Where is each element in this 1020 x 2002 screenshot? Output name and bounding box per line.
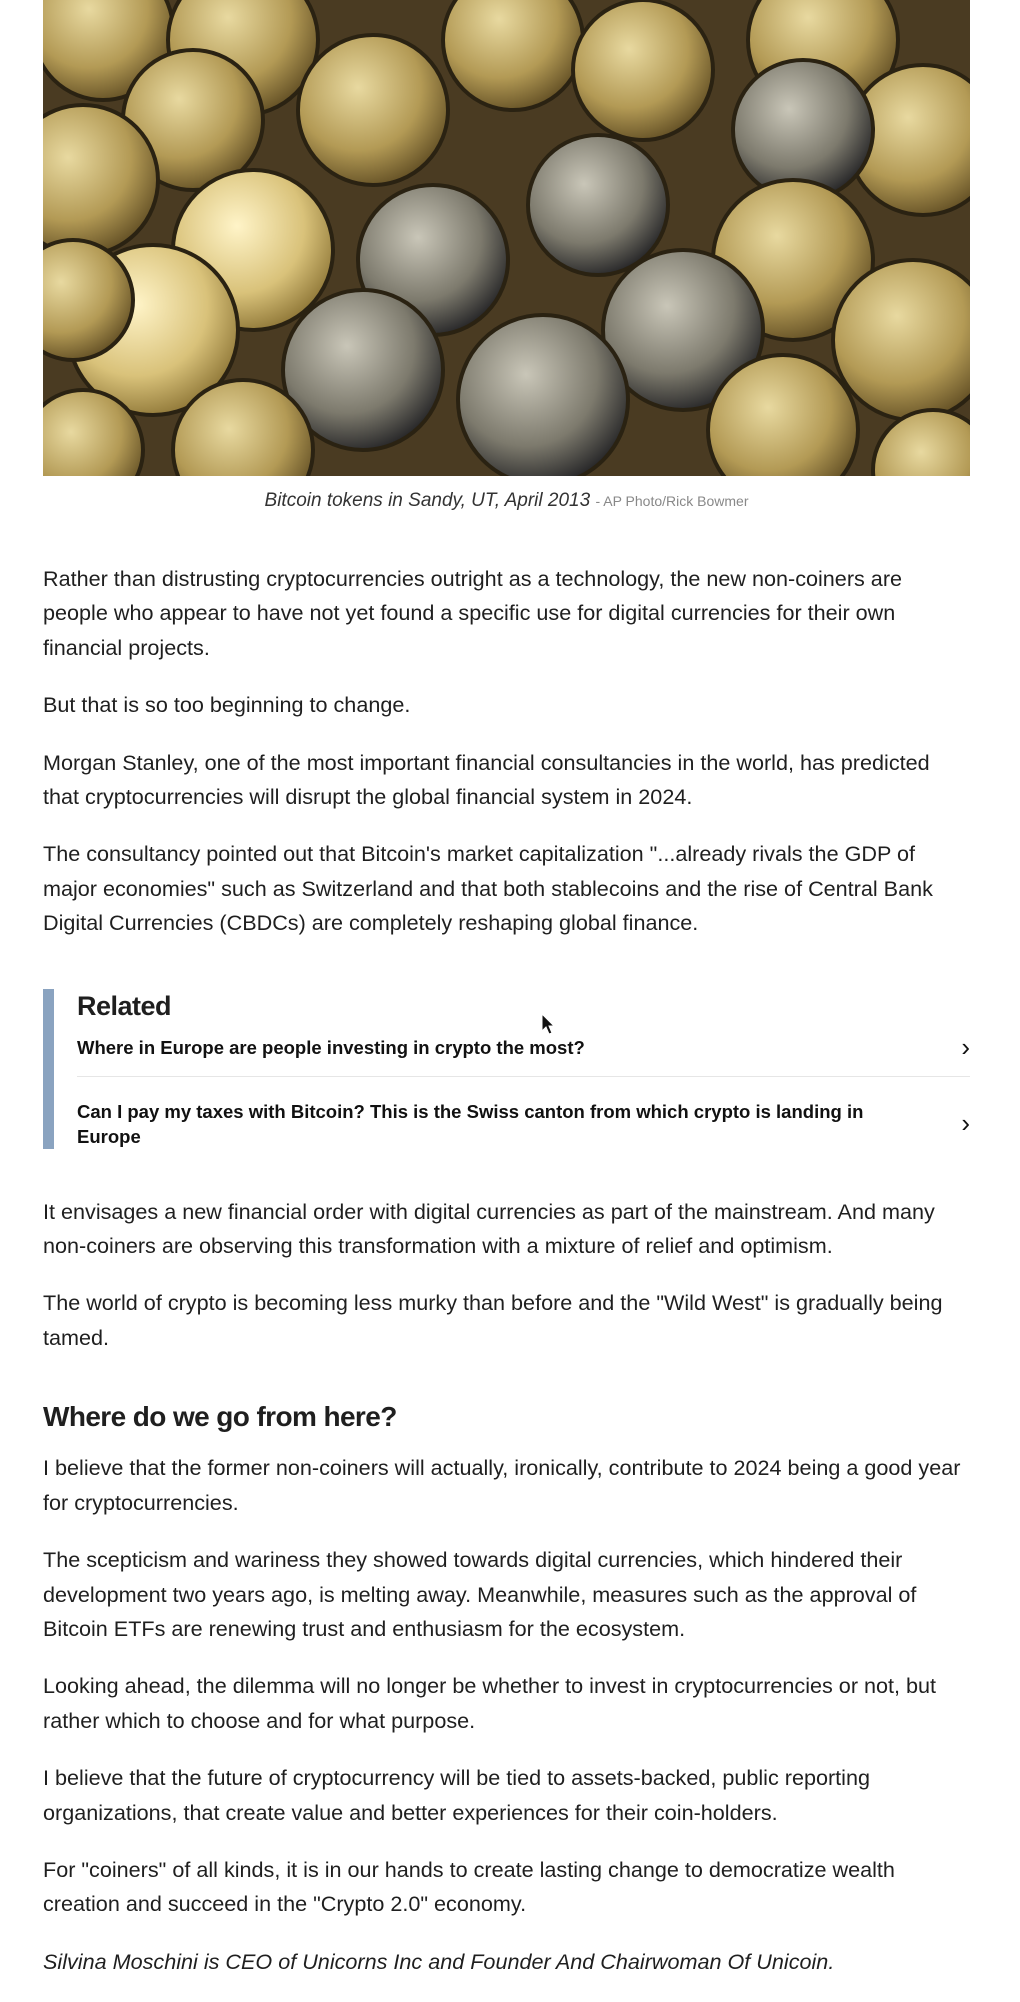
- related-link-label: Where in Europe are people investing in crypto the most?: [77, 1036, 585, 1058]
- paragraph: The world of crypto is becoming less murky than before and the "Wild West" is gradually being tamed.: [43, 1290, 943, 1350]
- chevron-right-icon: ›: [961, 1108, 970, 1139]
- related-link[interactable]: [77, 1021, 970, 1077]
- paragraph: I believe that the former non-coiners will actually, ironically, contribute to 2024 being a good year for cryptocurrencies.: [43, 1455, 961, 1515]
- section-heading: Where do we go from here?: [43, 1401, 397, 1433]
- photo-credit: - AP Photo/Rick Bowmer: [595, 493, 749, 509]
- paragraph: Looking ahead, the dilemma will no longer be whether to invest in cryptocurrencies or not, but rather which to choose and for what purpose.: [43, 1673, 937, 1733]
- author-bio: Silvina Moschini is CEO of Unicorns Inc and Founder And Chairwoman Of Unicoin.: [43, 1948, 835, 1974]
- paragraph: But that is so too beginning to change.: [43, 692, 411, 718]
- paragraph: For "coiners" of all kinds, it is in our hands to create lasting change to democratize wealth creation and succeed in the "Crypto 2.0" economy.: [43, 1856, 895, 1917]
- paragraph: It envisages a new financial order with digital currencies as part of the mainstream. And many non-coiners are observing this transformation with a mixture of relief and optimism.: [43, 1198, 935, 1259]
- article-body: [43, 0, 970, 2002]
- caption-text: Bitcoin tokens in Sandy, UT, April 2013: [264, 490, 591, 511]
- paragraph: Morgan Stanley, one of the most important financial consultancies in the world, has predicted that cryptocurrencies will disrupt the global financial system in 2024.: [43, 749, 930, 810]
- mouse-cursor-icon: [541, 1013, 557, 1037]
- paragraph: The scepticism and wariness they showed towards digital currencies, which hindered their development two years ago, is melting away. Meanwhile, measures such as the approval of Bitcoin ETFs are renewing trust and enthusiasm for the ecosystem.: [43, 1547, 917, 1641]
- related-box: [43, 989, 970, 1149]
- related-link-label: Can I pay my taxes with Bitcoin? This is the Swiss canton from which crypto is landing in Europe: [77, 1100, 864, 1147]
- image-caption: [43, 490, 970, 512]
- paragraph: The consultancy pointed out that Bitcoin's market capitalization "...already rivals the GDP of major economies" such as Switzerland and that both stablecoins and the rise of Central Bank Digital Currencies (CBDCs) are completely reshaping global finance.: [43, 841, 933, 936]
- chevron-right-icon: ›: [961, 1031, 970, 1062]
- paragraph: I believe that the future of cryptocurrency will be tied to assets-backed, public reporting organizations, that create value and better experiences for their coin-holders.: [43, 1765, 870, 1825]
- bitcoin-coins-photo: [43, 0, 970, 476]
- related-link[interactable]: [77, 1077, 970, 1149]
- paragraph: Rather than distrusting cryptocurrencies outright as a technology, the new non-coiners are people who appear to have not yet found a specific use for digital currencies for their own financial projects.: [43, 566, 903, 660]
- related-title: Related: [77, 990, 172, 1021]
